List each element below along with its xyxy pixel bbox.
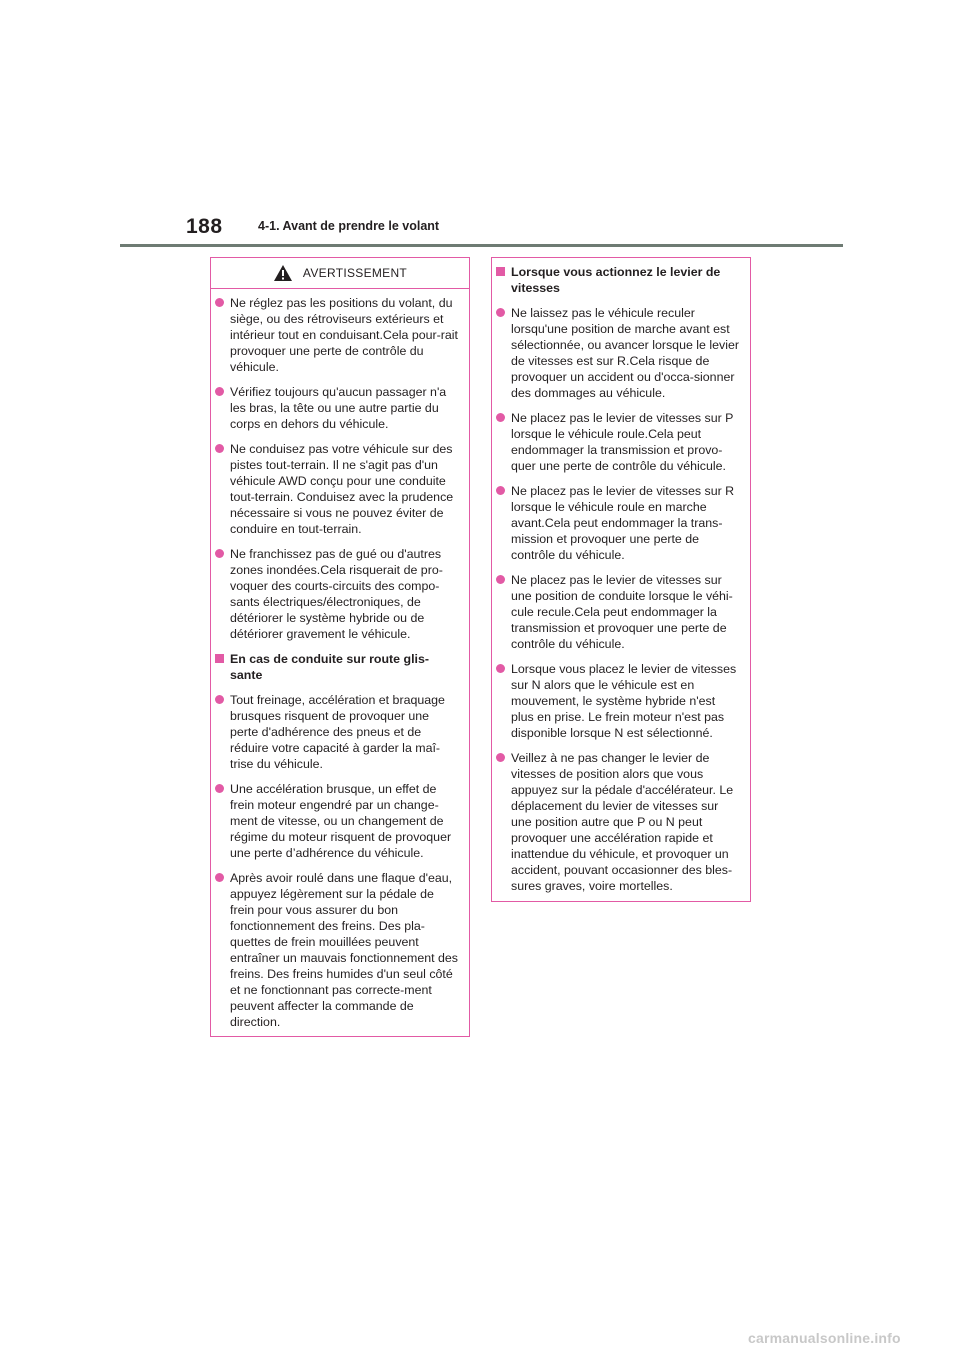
round-bullet-icon: [496, 753, 505, 762]
bullet-item: [215, 384, 459, 432]
bullet-item: [496, 410, 740, 474]
square-bullet-icon: [215, 654, 224, 663]
section-heading: [215, 651, 459, 683]
warning-title: AVERTISSEMENT: [302, 266, 408, 280]
bullet-text: Une accélération brusque, un effet de frein moteur engendré par un change-ment de vitesse, ou un changement de régime du moteur risquent de provoquer une perte d’adhérence du véhicule.: [230, 782, 452, 860]
warning-icon: [273, 264, 293, 282]
bullet-text: Ne franchissez pas de gué ou d'autres zones inondées.Cela risquerait de pro-voquer des courts-circuits des compo-sants électriques/électroniques, de détériorer le système hybride ou de détériorer gravement le véhicule.: [230, 547, 443, 641]
round-bullet-icon: [215, 695, 224, 704]
bullet-text: Ne réglez pas les positions du volant, du siège, ou des rétroviseurs extérieurs et intérieur tout en conduisant.Cela pour-rait provoquer une perte de contrôle du véhicule.: [230, 296, 458, 374]
bullet-text: Vérifiez toujours qu'aucun passager n'a les bras, la tête ou une autre partie du corps en dehors du véhicule.: [230, 385, 447, 431]
bullet-text: Ne placez pas le levier de vitesses sur R lorsque le véhicule roule en marche avant.Cela peut endommager la trans-mission et provoquer une perte de contrôle du véhicule.: [511, 484, 735, 562]
bullet-item: [215, 546, 459, 642]
header-rule: [120, 244, 843, 247]
right-item-list: [496, 264, 740, 894]
round-bullet-icon: [496, 486, 505, 495]
bullet-text: Ne placez pas le levier de vitesses sur P lorsque le véhicule roule.Cela peut endommager la transmission et provo-quer une perte de contrôle du véhicule.: [511, 411, 734, 473]
bullet-text: Ne laissez pas le véhicule reculer lorsqu'une position de marche avant est sélectionnée, ou avancer lorsque le levier de vitesses est sur R.Cela risque de provoquer un accident ou d'occa-sionner des dommages au véhicule.: [511, 306, 739, 400]
bullet-text: Après avoir roulé dans une flaque d'eau, appuyez légèrement sur la pédale de frein pour vous assurer du bon fonctionnement des freins. Des pla-quettes de frein mouillées peuvent entraîner un mauvais fonctionnement des freins. Des freins humides d'un seul côté et ne fonctionnant pas correcte-ment peuvent affecter la commande de direction.: [230, 871, 458, 1029]
bullet-item: [496, 305, 740, 401]
round-bullet-icon: [215, 387, 224, 396]
page-number: 188: [186, 215, 223, 238]
bullet-item: [215, 870, 459, 1030]
round-bullet-icon: [496, 575, 505, 584]
warning-panel: [210, 257, 470, 1037]
section-title: 4-1. Avant de prendre le volant: [258, 219, 440, 233]
section-heading: [496, 264, 740, 296]
bullet-text: Tout freinage, accélération et braquage brusques risquent de provoquer une perte d'adhérence des pneus et de réduire votre capacité à garder la maî-trise du véhicule.: [230, 693, 445, 771]
bullet-item: [496, 661, 740, 741]
round-bullet-icon: [215, 298, 224, 307]
round-bullet-icon: [215, 444, 224, 453]
bullet-item: [215, 692, 459, 772]
round-bullet-icon: [496, 413, 505, 422]
round-bullet-icon: [496, 308, 505, 317]
bullet-text: Veillez à ne pas changer le levier de vitesses de position alors que vous appuyez sur la pédale d'accélérateur. Le déplacement du levier de vitesses sur une position autre que P ou N peut provoquer une accélération rapide et inattendue du véhicule, et provoquer un accident, pouvant occasionner des bles-sures graves, voire mortelles.: [511, 751, 734, 893]
bullet-item: [496, 572, 740, 652]
bullet-item: [496, 483, 740, 563]
heading-text: En cas de conduite sur route glis-sante: [230, 652, 429, 682]
bullet-text: Ne conduisez pas votre véhicule sur des pistes tout-terrain. Il ne s'agit pas d'un véhicule AWD conçu pour une conduite tout-terrain. Conduisez avec la prudence nécessaire si vous ne pouvez éviter de conduire en tout-terrain.: [230, 442, 454, 536]
warning-header: [211, 258, 469, 289]
bullet-item: [215, 781, 459, 861]
round-bullet-icon: [496, 664, 505, 673]
left-item-list: [215, 295, 459, 1030]
shift-lever-panel: [491, 257, 751, 902]
square-bullet-icon: [496, 267, 505, 276]
bullet-item: [215, 295, 459, 375]
bullet-text: Lorsque vous placez le levier de vitesses sur N alors que le véhicule est en mouvement, le système hybride n'est plus en prise. Le frein moteur n'est pas disponible lorsque N est sélectionné.: [511, 662, 737, 740]
bullet-item: [496, 750, 740, 894]
round-bullet-icon: [215, 784, 224, 793]
round-bullet-icon: [215, 873, 224, 882]
round-bullet-icon: [215, 549, 224, 558]
heading-text: Lorsque vous actionnez le levier de vitesses: [511, 265, 721, 295]
watermark: carmanualsonline.info: [748, 1330, 901, 1346]
bullet-item: [215, 441, 459, 537]
bullet-text: Ne placez pas le levier de vitesses sur une position de conduite lorsque le véhi-cule recule.Cela peut endommager la transmission et provoquer une perte de contrôle du véhicule.: [511, 573, 733, 651]
